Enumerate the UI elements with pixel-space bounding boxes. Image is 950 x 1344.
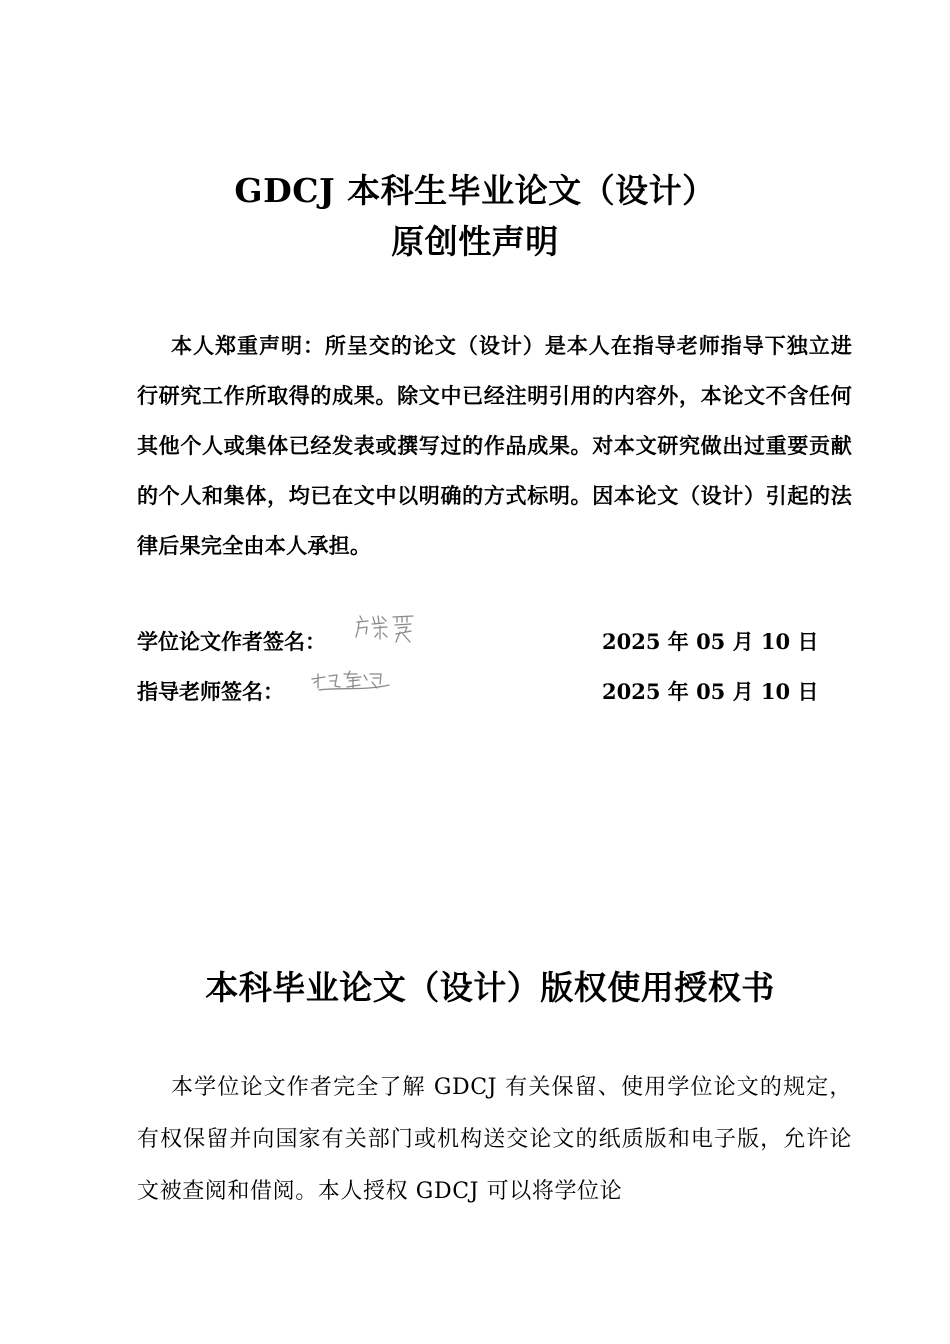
advisor-signature-row — [137, 672, 817, 712]
declaration-title: GDCJ 本科生毕业论文（设计） — [234, 171, 716, 210]
author-handwritten-signature — [353, 612, 417, 646]
authorization-body: 本学位论文作者完全了解 GDCJ 有关保留、使用学位论文的规定，有权保留并向国家有关部门或机构送交论文的纸质版和电子版，允许论文被查阅和借阅。本人授权 GDCJ 可以将学位论 — [137, 1075, 852, 1204]
declaration-subtitle: 原创性声明 — [391, 222, 559, 261]
advisor-handwritten-signature — [309, 670, 393, 696]
author-signature-row — [137, 622, 817, 662]
declaration-body: 本人郑重声明：所呈交的论文（设计）是本人在指导老师指导下独立进行研究工作所取得的成果。除文中已经注明引用的内容外，本论文不含任何其他个人或集体已经发表或撰写过的作品成果。对本文研究做出过重要贡献的个人和集体，均已在文中以明确的方式标明。因本论文（设计）引起的法律后果完全由本人承担。 — [137, 333, 852, 558]
author-signature-date: 2025 年 05 月 10 日 — [602, 629, 819, 654]
authorization-title: 本科毕业论文（设计）版权使用授权书 — [205, 968, 775, 1007]
author-signature-label: 学位论文作者签名： — [137, 629, 326, 654]
advisor-signature-label: 指导老师签名： — [137, 679, 284, 704]
advisor-signature-date: 2025 年 05 月 10 日 — [602, 679, 819, 704]
